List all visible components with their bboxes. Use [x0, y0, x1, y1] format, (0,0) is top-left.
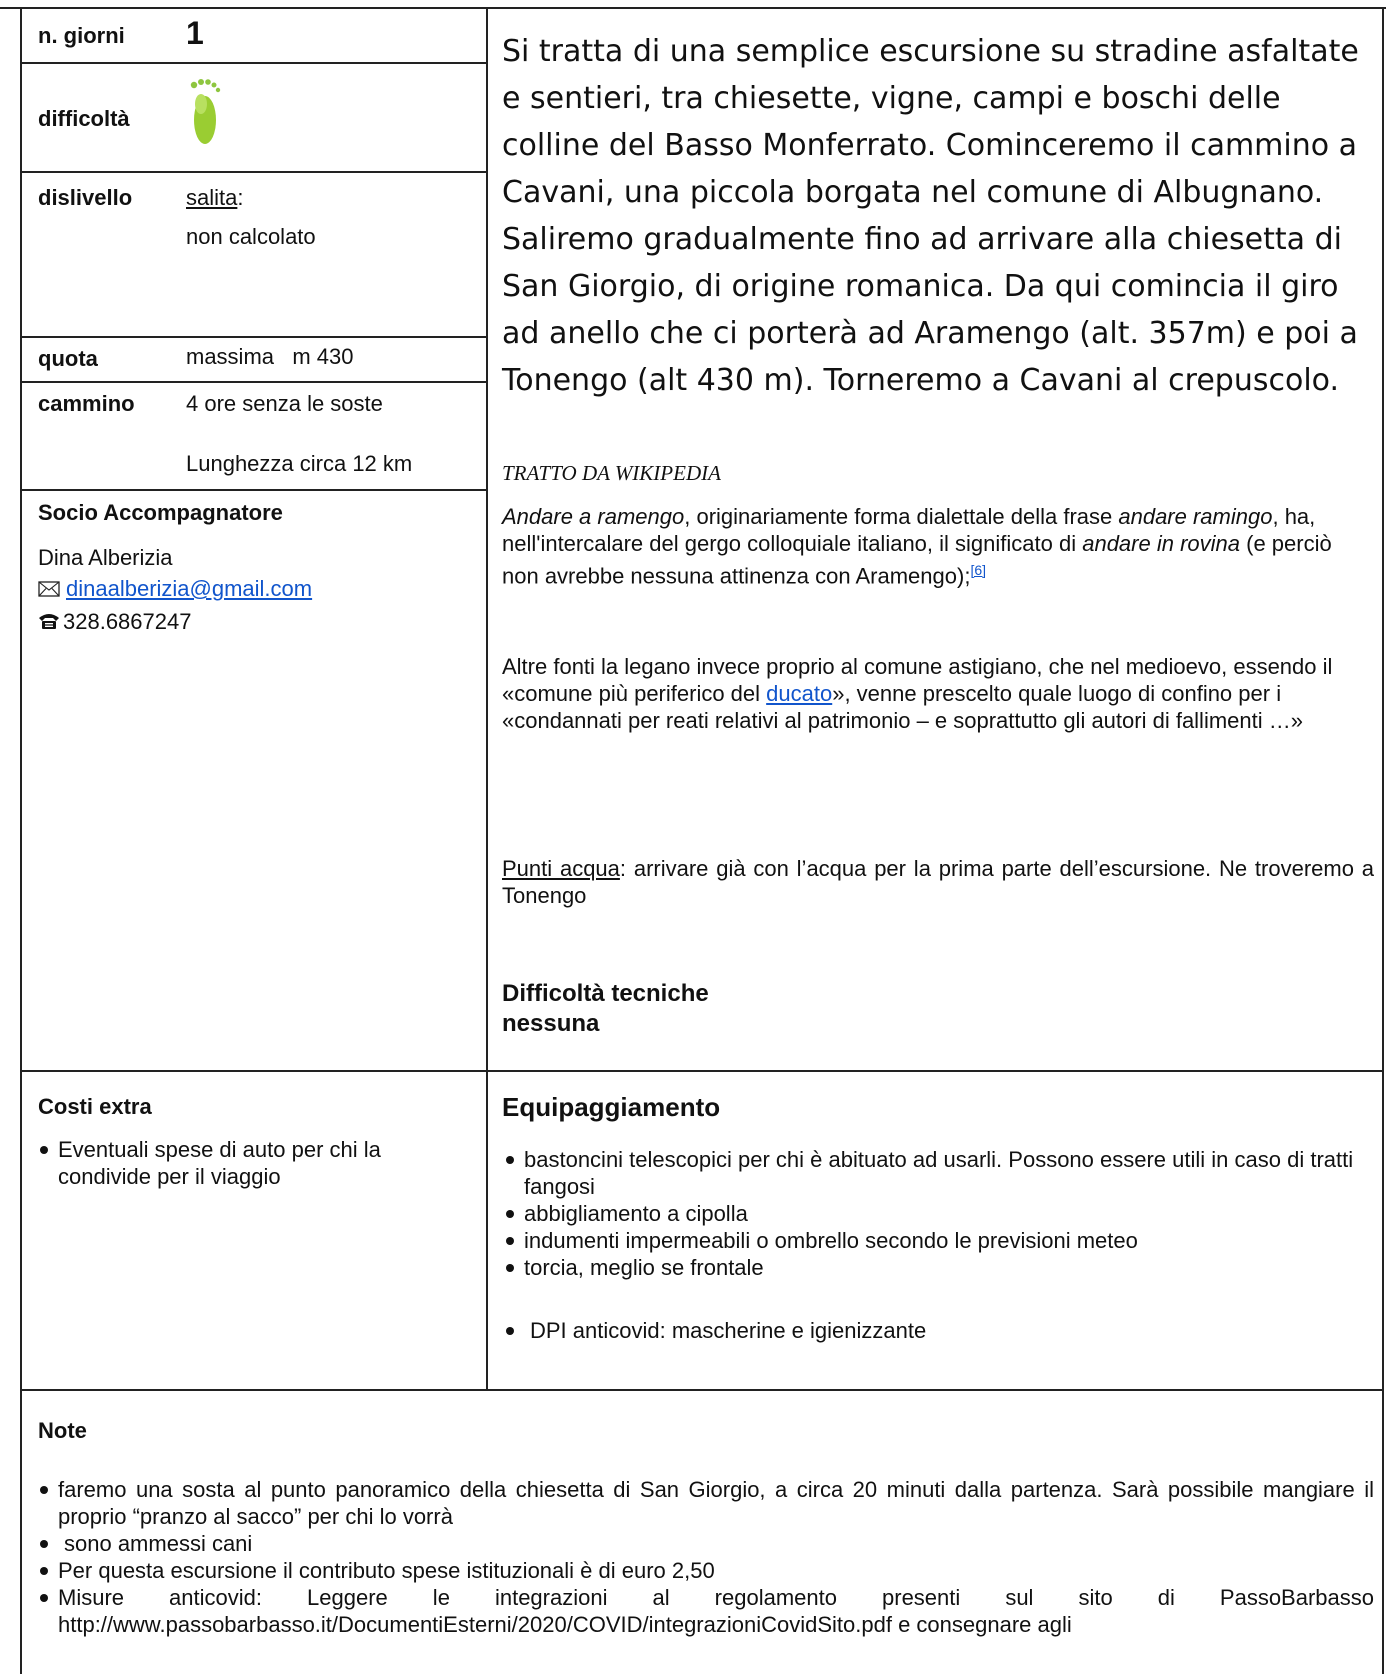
phone-number: 328.6867247: [63, 609, 192, 634]
list-item: [504, 1254, 1374, 1281]
cammino-label: cammino: [38, 391, 135, 416]
equip-list: [504, 1146, 1374, 1281]
ducato-link[interactable]: ducato: [766, 681, 833, 706]
wiki-italic-1: Andare a ramengo: [502, 504, 685, 529]
salita-colon: :: [237, 185, 244, 210]
costi-list: [38, 1136, 468, 1190]
wiki-text-3: (e perciò non avrebbe nessuna attinenza con Aramengo);: [502, 531, 1332, 589]
tecniche-value: nessuna: [502, 1010, 600, 1037]
row-divider: [20, 336, 486, 338]
cammino-time: 4 ore senza le soste: [186, 391, 383, 416]
list-item: [504, 1146, 1374, 1200]
row-divider: [20, 171, 486, 173]
wiki-italic-3: andare in rovina: [1082, 531, 1240, 556]
row-divider: [20, 1070, 1382, 1072]
list-item: [504, 1200, 1374, 1227]
note-item-text: sono ammessi cani: [64, 1531, 253, 1556]
envelope-icon: [38, 580, 60, 603]
list-item: [504, 1317, 1374, 1344]
wiki-paragraph-2: [502, 653, 1374, 734]
table-top-border: [0, 7, 1386, 9]
row-divider: [20, 1389, 1382, 1391]
wiki-text-2: , ha, nell'intercalare del gergo colloquiale italiano, il significato di: [502, 504, 1316, 556]
wiki-reference[interactable]: [6]: [970, 562, 987, 578]
equip-item-text: torcia, meglio se frontale: [524, 1255, 764, 1280]
socio-title: Socio Accompagnatore: [38, 500, 283, 525]
note-item-text: Per questa escursione il contributo spese istituzionali è di euro 2,50: [58, 1558, 715, 1583]
acqua-label: Punti acqua: [502, 856, 620, 881]
dislivello-value: non calcolato: [186, 224, 316, 249]
wiki-source: TRATTO DA WIKIPEDIA: [502, 461, 721, 485]
note-list: [38, 1476, 1374, 1638]
row-divider: [20, 381, 486, 383]
acqua-paragraph: [502, 855, 1374, 909]
table-right-border: [1382, 7, 1384, 1674]
phone-icon: [38, 612, 60, 635]
acqua-text: : arrivare già con l’acqua per la prima parte dell’escursione. Ne troveremo a Tonengo: [502, 856, 1374, 908]
equip-item-text: bastoncini telescopici per chi è abituato ad usarli. Possono essere utili in caso di tratti fangosi: [524, 1147, 1354, 1199]
note-title: Note: [38, 1418, 87, 1443]
wiki-p2-text-1: Altre fonti la legano invece proprio al comune astigiano, che nel medioevo, essendo il «comune più periferico del: [502, 654, 1333, 706]
intro-paragraph: Si tratta di una semplice escursione su stradine asfaltate e sentieri, tra chiesette, vigne, campi e boschi delle colline del Basso Monferrato. Cominceremo il cammino a Cavani, una piccola borgata nel comune di Albugnano. Saliremo gradualmente fino ad arrivare alla chiesetta di San Giorgio, di origine romanica. Da qui comincia il giro ad anello che ci porterà ad Aramengo (alt. 357m) e poi a Tonengo (alt 430 m). Torneremo a Cavani al crepuscolo.: [502, 34, 1359, 398]
costi-title: Costi extra: [38, 1094, 152, 1119]
giorni-label: n. giorni: [38, 23, 125, 48]
socio-name: Dina Alberizia: [38, 545, 173, 570]
list-item: [38, 1476, 1374, 1530]
list-item: [38, 1557, 1374, 1584]
table-left-border: [20, 7, 22, 1674]
column-divider: [486, 7, 488, 1391]
email-link[interactable]: dinaalberizia@gmail.com: [66, 576, 313, 601]
wiki-text-1: , originariamente forma dialettale della frase: [684, 504, 1119, 529]
equip-item-text: DPI anticovid: mascherine e igienizzante: [530, 1318, 927, 1343]
list-item: [504, 1227, 1374, 1254]
equip-title: Equipaggiamento: [502, 1092, 721, 1122]
list-item: [38, 1530, 1374, 1557]
note-item-text: faremo una sosta al punto panoramico della chiesetta di San Giorgio, a circa 20 minuti dalla partenza. Sarà possibile mangiare il proprio “pranzo al sacco” per chi lo vorrà: [58, 1477, 1374, 1529]
equip-item-text: indumenti impermeabili o ombrello secondo le previsioni meteo: [524, 1228, 1138, 1253]
list-item: [38, 1584, 1374, 1638]
giorni-value: 1: [186, 15, 204, 51]
wiki-p2-text-2: », venne prescelto quale luogo di confino per i «condannati per reati relativi al patrimonio – e soprattutto gli autori di fallimenti …»: [502, 681, 1303, 733]
quota-value: massima m 430: [186, 344, 354, 369]
salita-label: salita: [186, 185, 238, 210]
note-item-text: Misure anticovid: Leggere le integrazioni al regolamento presenti sul sito di PassoBarbasso http://www.passobarbasso.it/DocumentiEsterni/2020/COVID/integrazioniCovidSito.pdf e consegnare agli: [58, 1585, 1374, 1637]
quota-label: quota: [38, 346, 98, 371]
row-divider: [20, 62, 486, 64]
dislivello-label: dislivello: [38, 185, 133, 210]
difficolta-label: difficoltà: [38, 106, 130, 131]
costi-item-text: Eventuali spese di auto per chi la condivide per il viaggio: [58, 1137, 381, 1189]
equip-item-text: abbigliamento a cipolla: [524, 1201, 748, 1226]
wiki-italic-2: andare ramingo: [1118, 504, 1273, 529]
tecniche-title: Difficoltà tecniche: [502, 980, 709, 1007]
wiki-paragraph-1: [502, 503, 1374, 589]
equip-list-extra: [504, 1317, 1374, 1344]
list-item: [38, 1136, 468, 1190]
dislivello-salita: [186, 185, 243, 211]
row-divider: [20, 489, 486, 491]
cammino-length: Lunghezza circa 12 km: [186, 451, 413, 476]
foot-icon: [181, 74, 227, 150]
